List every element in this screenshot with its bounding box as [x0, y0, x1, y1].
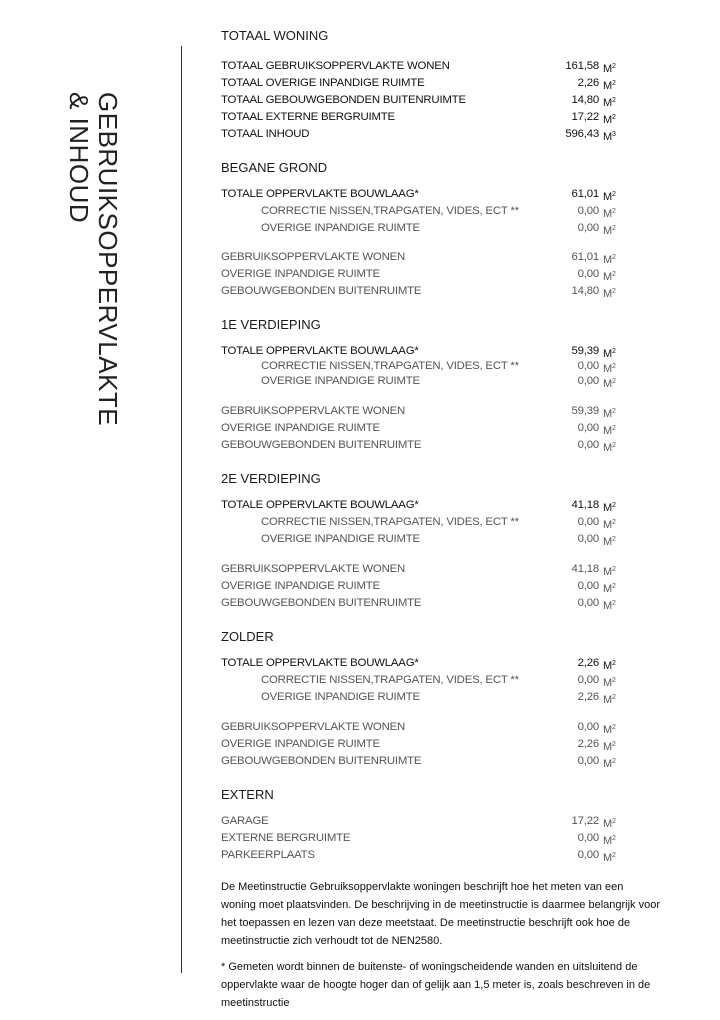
row-unit: $M^2$	[603, 348, 616, 360]
row-value: 0,00	[577, 580, 599, 592]
row-label: OVERIGE INPANDIGE RUIMTE	[221, 268, 380, 280]
table-row	[221, 420, 621, 437]
row-unit: $M^2$	[603, 818, 616, 830]
row-value: 0,00	[577, 222, 599, 234]
row-label: CORRECTIE NISSEN,TRAPGATEN, VIDES, ECT **	[261, 205, 519, 217]
row-value: 2,26	[577, 77, 599, 89]
row-label: GEBRUIKSOPPERVLAKTE WONEN	[221, 251, 406, 263]
row-value: 0,00	[577, 849, 599, 861]
table-row	[221, 561, 621, 578]
table-row	[221, 266, 621, 283]
row-value: 0,00	[577, 533, 599, 545]
row-value: 0,00	[577, 597, 599, 609]
row-label: CORRECTIE NISSEN,TRAPGATEN, VIDES, ECT **	[261, 360, 519, 372]
vertical-divider-line	[181, 46, 182, 973]
row-unit: $M^2$	[603, 536, 616, 548]
row-value: 596,43	[565, 128, 599, 140]
table-row-sub	[221, 220, 621, 237]
row-unit: $M^2$	[603, 425, 616, 437]
table-row	[221, 75, 621, 92]
row-value: 2,26	[577, 738, 599, 750]
row-value: 17,22	[571, 815, 599, 827]
row-unit: $M^2$	[603, 378, 616, 390]
row-unit: $M^2$	[603, 208, 616, 220]
table-row	[221, 126, 621, 143]
row-value: 41,18	[571, 499, 599, 511]
table-row-sub	[221, 514, 621, 531]
table-row-total	[221, 497, 621, 514]
row-value: 0,00	[577, 721, 599, 733]
table-row	[221, 58, 621, 75]
side-title-line-1: GEBRUIKSOPPERVLAKTE	[93, 92, 123, 427]
row-value: 161,58	[565, 60, 599, 72]
row-label: TOTALE OPPERVLAKTE BOUWLAAG*	[221, 188, 419, 200]
row-label: TOTAAL EXTERNE BERGRUIMTE	[221, 111, 395, 123]
table-row	[221, 736, 621, 753]
row-unit: $M^2$	[603, 724, 616, 736]
row-unit: $M^2$	[603, 835, 616, 847]
row-unit: $M^2$	[603, 288, 616, 300]
table-row	[221, 578, 621, 595]
row-unit: $M^2$	[603, 502, 616, 514]
table-row-sub	[221, 203, 621, 220]
table-row	[221, 283, 621, 300]
row-label: GEBRUIKSOPPERVLAKTE WONEN	[221, 563, 406, 575]
row-unit: $M^2$	[603, 254, 616, 266]
row-value: 61,01	[571, 251, 599, 263]
row-unit: $M^2$	[603, 271, 616, 283]
row-label: OVERIGE INPANDIGE RUIMTE	[221, 738, 380, 750]
row-value: 0,00	[577, 516, 599, 528]
table-row	[221, 719, 621, 736]
note-gemeten: * Gemeten wordt binnen de buitenste- of woningscheidende wanden en uitsluitend de oppervlakte waar de hoogte hoger dan of gelijk aan 1,5 meter is, zoals beschreven in de meetinstructie	[221, 961, 651, 1009]
section-heading-begane-grond: BEGANE GROND	[221, 160, 328, 175]
row-value: 61,01	[571, 188, 599, 200]
row-label: PARKEERPLAATS	[221, 849, 315, 861]
row-label: TOTALE OPPERVLAKTE BOUWLAAG*	[221, 657, 419, 669]
table-row	[221, 437, 621, 454]
table-row-sub	[221, 689, 621, 706]
section-heading-1e-verdieping: 1E VERDIEPING	[221, 317, 321, 332]
row-value: 59,39	[571, 345, 599, 357]
table-row	[221, 249, 621, 266]
row-label: OVERIGE INPANDIGE RUIMTE	[221, 422, 380, 434]
row-label: GEBOUWGEBONDEN BUITENRUIMTE	[221, 597, 422, 609]
row-unit: $M^2$	[603, 583, 616, 595]
section-heading-2e-verdieping: 2E VERDIEPING	[221, 471, 321, 486]
row-label: GARAGE	[221, 815, 269, 827]
table-row-total	[221, 655, 621, 672]
row-label: TOTAAL OVERIGE INPANDIGE RUIMTE	[221, 77, 425, 89]
row-label: GEBRUIKSOPPERVLAKTE WONEN	[221, 721, 406, 733]
table-row-total	[221, 186, 621, 203]
row-unit: $M^2$	[603, 114, 616, 126]
footnotes	[221, 878, 661, 1020]
row-label: OVERIGE INPANDIGE RUIMTE	[261, 691, 420, 703]
row-label: GEBOUWGEBONDEN BUITENRUIMTE	[221, 755, 422, 767]
table-row	[221, 109, 621, 126]
row-unit: $M^2$	[603, 63, 616, 75]
row-unit: $M^2$	[603, 852, 616, 864]
row-label: OVERIGE INPANDIGE RUIMTE	[261, 375, 420, 387]
section-heading-totaal: TOTAAL WONING	[221, 28, 329, 43]
section-heading-extern: EXTERN	[221, 787, 274, 802]
row-value: 0,00	[577, 832, 599, 844]
table-row	[221, 403, 621, 420]
row-label: CORRECTIE NISSEN,TRAPGATEN, VIDES, ECT **	[261, 674, 519, 686]
table-row-sub	[221, 672, 621, 689]
row-value: 0,00	[577, 268, 599, 280]
table-row-sub	[221, 373, 621, 390]
row-label: GEBRUIKSOPPERVLAKTE WONEN	[221, 405, 406, 417]
row-label: CORRECTIE NISSEN,TRAPGATEN, VIDES, ECT **	[261, 516, 519, 528]
row-unit: $M^2$	[603, 191, 616, 203]
table-row	[221, 830, 621, 847]
row-unit: $M^2$	[603, 225, 616, 237]
table-row-sub	[221, 531, 621, 548]
table-row	[221, 595, 621, 612]
row-label: OVERIGE INPANDIGE RUIMTE	[261, 222, 420, 234]
row-label: GEBOUWGEBONDEN BUITENRUIMTE	[221, 439, 422, 451]
row-label: TOTAAL INHOUD	[221, 128, 310, 140]
row-value: 0,00	[577, 674, 599, 686]
row-unit: $M^3$	[603, 131, 616, 143]
row-label: TOTALE OPPERVLAKTE BOUWLAAG*	[221, 345, 419, 357]
row-unit: $M^2$	[603, 677, 616, 689]
measurement-table	[221, 28, 621, 864]
section-heading-zolder: ZOLDER	[221, 629, 274, 644]
row-unit: $M^2$	[603, 519, 616, 531]
row-value: 0,00	[577, 755, 599, 767]
row-label: TOTAAL GEBRUIKSOPPERVLAKTE WONEN	[221, 60, 450, 72]
row-unit: $M^2$	[603, 600, 616, 612]
table-row	[221, 813, 621, 830]
row-value: 59,39	[571, 405, 599, 417]
table-row	[221, 753, 621, 770]
row-value: 0,00	[577, 375, 599, 387]
row-label: TOTALE OPPERVLAKTE BOUWLAAG*	[221, 499, 419, 511]
row-value: 0,00	[577, 422, 599, 434]
row-value: 0,00	[577, 360, 599, 372]
note-meetinstructie: De Meetinstructie Gebruiksoppervlakte woningen beschrijft hoe het meten van een woning moet plaatsvinden. De beschrijving in de meetinstructie is daarmee belangrijk voor het toepassen en lezen van deze meetstaat. De meetinstructie beschrijft ook hoe de meetinstructie zich verhoudt tot de NEN2580.	[221, 881, 661, 947]
table-row	[221, 847, 621, 864]
row-unit: $M^2$	[603, 660, 616, 672]
row-unit: $M^2$	[603, 566, 616, 578]
row-unit: $M^2$	[603, 741, 616, 753]
row-value: 41,18	[571, 563, 599, 575]
row-unit: $M^2$	[603, 694, 616, 706]
row-label: TOTAAL GEBOUWGEBONDEN BUITENRUIMTE	[221, 94, 466, 106]
row-unit: $M^2$	[603, 758, 616, 770]
row-value: 14,80	[571, 285, 599, 297]
row-value: 2,26	[577, 657, 599, 669]
table-row	[221, 92, 621, 109]
row-value: 17,22	[571, 111, 599, 123]
row-unit: $M^2$	[603, 442, 616, 454]
row-value: 14,80	[571, 94, 599, 106]
row-unit: $M^2$	[603, 80, 616, 92]
row-label: EXTERNE BERGRUIMTE	[221, 832, 351, 844]
row-unit: $M^2$	[603, 408, 616, 420]
row-label: GEBOUWGEBONDEN BUITENRUIMTE	[221, 285, 422, 297]
row-value: 2,26	[577, 691, 599, 703]
row-unit: $M^2$	[603, 97, 616, 109]
row-unit: $M^2$	[603, 363, 616, 375]
side-title	[60, 92, 122, 452]
row-value: 0,00	[577, 205, 599, 217]
row-label: OVERIGE INPANDIGE RUIMTE	[221, 580, 380, 592]
row-value: 0,00	[577, 439, 599, 451]
row-label: OVERIGE INPANDIGE RUIMTE	[261, 533, 420, 545]
side-title-line-2: & INHOUD	[64, 92, 94, 224]
